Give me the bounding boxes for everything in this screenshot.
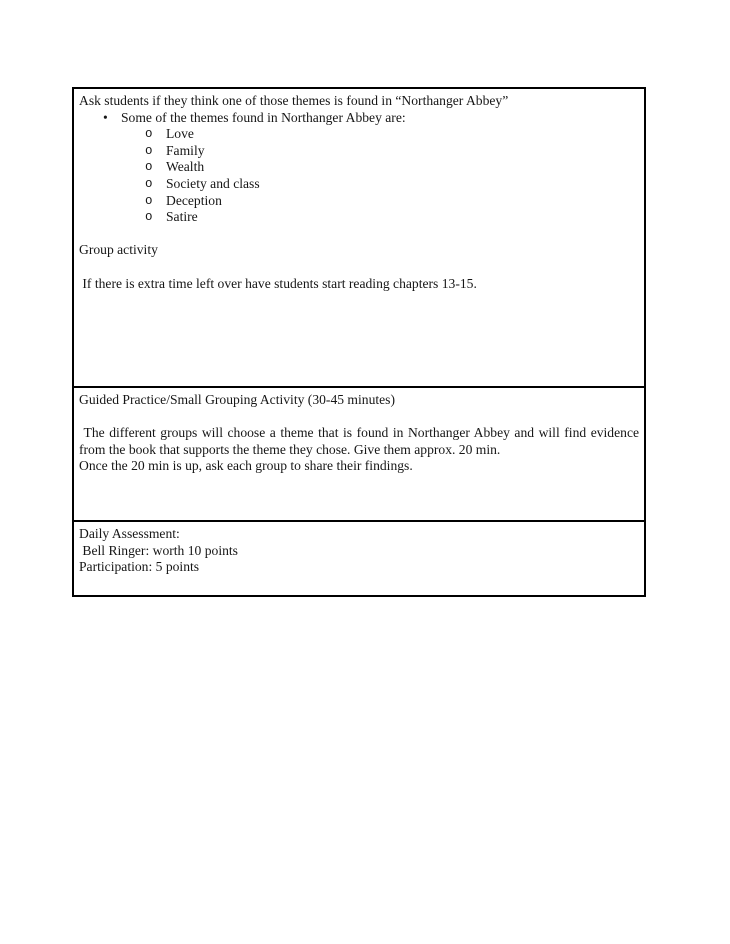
guided-practice-paragraph-2: Once the 20 min is up, ask each group to share their findings. bbox=[79, 458, 413, 474]
circle-bullet-icon: o bbox=[145, 127, 153, 142]
theme-item-love bbox=[79, 126, 639, 143]
guided-practice-paragraph: The different groups will choose a theme that is found in Northanger Abbey and will find evidence from the book that supports the theme they chose. Give them approx. 20 min. bbox=[79, 425, 643, 457]
intro-line: Ask students if they think one of those themes is found in “Northanger Abbey” bbox=[79, 93, 509, 108]
theme-item-text: Society and class bbox=[166, 175, 260, 191]
guided-practice-heading: Guided Practice/Small Grouping Activity (30-45 minutes) bbox=[79, 392, 396, 407]
theme-item-society-and-class bbox=[79, 176, 639, 193]
theme-item-text: Love bbox=[166, 126, 194, 142]
lesson-plan-table bbox=[72, 87, 646, 597]
circle-bullet-icon: o bbox=[145, 160, 153, 175]
bullet-icon: • bbox=[103, 109, 108, 125]
theme-item-text: Family bbox=[166, 142, 205, 158]
theme-item-satire bbox=[79, 209, 639, 226]
theme-item-deception bbox=[79, 193, 639, 210]
extra-time-note: If there is extra time left over have students start reading chapters 13-15. bbox=[79, 275, 477, 291]
theme-item-wealth bbox=[79, 159, 639, 176]
bell-ringer-line: Bell Ringer: worth 10 points bbox=[79, 542, 238, 558]
theme-item-text: Satire bbox=[166, 209, 198, 225]
theme-item-family bbox=[79, 143, 639, 160]
themes-lead-item bbox=[79, 110, 639, 127]
circle-bullet-icon: o bbox=[145, 193, 153, 208]
participation-line: Participation: 5 points bbox=[79, 559, 200, 575]
blank-line bbox=[79, 409, 639, 426]
blank-line bbox=[79, 259, 639, 276]
circle-bullet-icon: o bbox=[145, 176, 153, 191]
theme-item-text: Wealth bbox=[166, 159, 205, 175]
circle-bullet-icon: o bbox=[145, 210, 153, 225]
table-row-daily-assessment bbox=[74, 522, 644, 595]
themes-lead-text: Some of the themes found in Northanger Abbey are: bbox=[121, 109, 406, 125]
circle-bullet-icon: o bbox=[145, 143, 153, 158]
table-row-opening-activity bbox=[74, 89, 644, 388]
assessment-heading: Daily Assessment: bbox=[79, 526, 180, 541]
table-row-guided-practice bbox=[74, 388, 644, 522]
group-activity-line: Group activity bbox=[79, 242, 158, 258]
theme-item-text: Deception bbox=[166, 192, 222, 208]
blank-line bbox=[79, 226, 639, 243]
